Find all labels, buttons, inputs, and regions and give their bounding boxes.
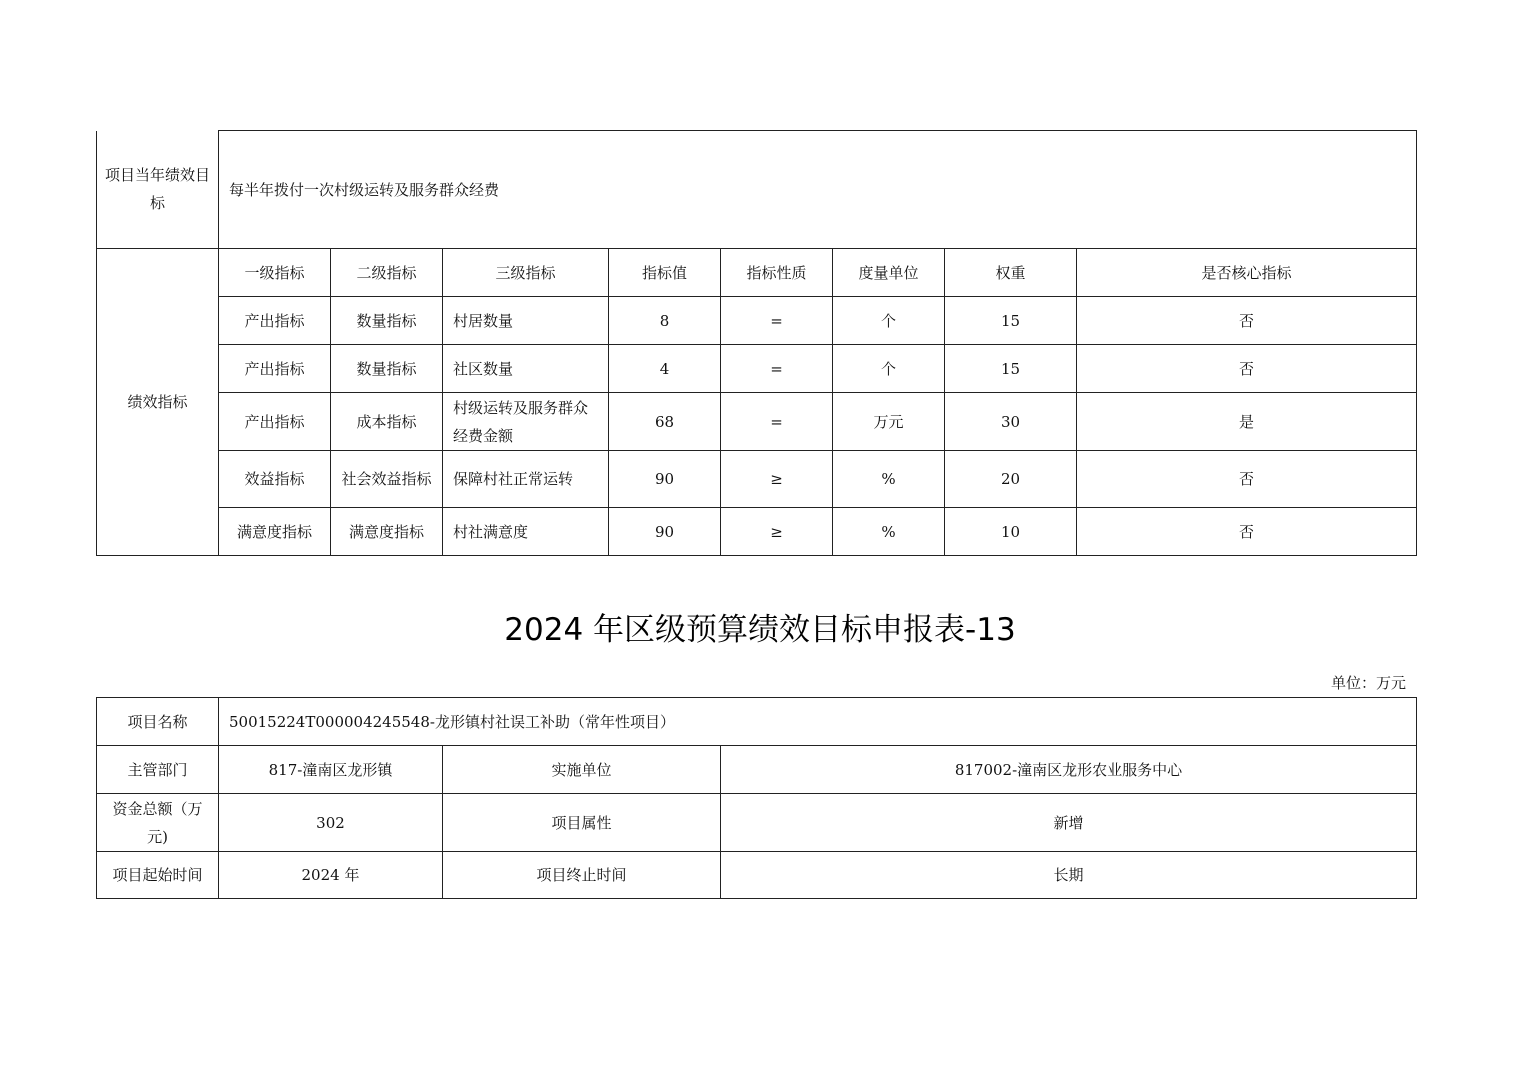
table-row [97,508,1417,556]
cell: 村居数量 [443,297,609,345]
header-cell: 二级指标 [331,249,443,297]
impl-label: 实施单位 [443,746,721,794]
cell: 个 [833,297,945,345]
cell: 保障村社正常运转 [443,451,609,508]
attr-value: 新增 [721,794,1417,852]
start-label: 项目起始时间 [97,852,219,899]
cell: 15 [945,345,1077,393]
cell: 是 [1077,393,1417,451]
header-cell: 是否核心指标 [1077,249,1417,297]
cell: 20 [945,451,1077,508]
cell: 成本指标 [331,393,443,451]
report-title: 2024 年区级预算绩效目标申报表-13 [504,612,1016,648]
cell: 30 [945,393,1077,451]
cell: = [721,297,833,345]
end-value: 长期 [721,852,1417,899]
cell: 数量指标 [331,297,443,345]
project-info-table [96,697,1417,899]
cell: 村社满意度 [443,508,609,556]
cell: 个 [833,345,945,393]
fund-label: 资金总额（万元) [97,794,219,852]
cell: 90 [609,451,721,508]
start-value: 2024 年 [219,852,443,899]
header-cell: 指标值 [609,249,721,297]
cell: 满意度指标 [331,508,443,556]
cell: = [721,345,833,393]
project-name-label: 项目名称 [97,698,219,746]
header-cell: 指标性质 [721,249,833,297]
cell: % [833,508,945,556]
cell: 否 [1077,451,1417,508]
cell: 社会效益指标 [331,451,443,508]
cell: 社区数量 [443,345,609,393]
cell: 产出指标 [219,345,331,393]
header-cell: 一级指标 [219,249,331,297]
performance-indicator-table [96,130,1417,556]
cell: 10 [945,508,1077,556]
unit-label: 单位：万元 [1330,674,1406,692]
cell: 4 [609,345,721,393]
impl-value: 817002-潼南区龙形农业服务中心 [721,746,1417,794]
cell: 90 [609,508,721,556]
dept-value: 817-潼南区龙形镇 [219,746,443,794]
cell: 村级运转及服务群众经费金额 [443,393,609,451]
cell: 否 [1077,297,1417,345]
cell: 万元 [833,393,945,451]
project-name-value: 50015224T000004245548-龙形镇村社误工补助（常年性项目） [219,698,1417,746]
table-row [97,451,1417,508]
goal-label: 项目当年绩效目标 [97,131,219,249]
header-cell: 三级指标 [443,249,609,297]
header-cell: 权重 [945,249,1077,297]
indicators-label: 绩效指标 [97,249,219,556]
table-row [97,393,1417,451]
end-label: 项目终止时间 [443,852,721,899]
dept-label: 主管部门 [97,746,219,794]
cell: 数量指标 [331,345,443,393]
cell: ≥ [721,451,833,508]
goal-text: 每半年拨付一次村级运转及服务群众经费 [219,131,1417,249]
cell: 否 [1077,345,1417,393]
table-row [97,345,1417,393]
cell: 产出指标 [219,297,331,345]
attr-label: 项目属性 [443,794,721,852]
cell: 8 [609,297,721,345]
table-row [97,297,1417,345]
cell: ≥ [721,508,833,556]
cell: 68 [609,393,721,451]
fund-value: 302 [219,794,443,852]
cell: 效益指标 [219,451,331,508]
cell: 否 [1077,508,1417,556]
cell: = [721,393,833,451]
cell: 15 [945,297,1077,345]
cell: % [833,451,945,508]
cell: 产出指标 [219,393,331,451]
header-cell: 度量单位 [833,249,945,297]
cell: 满意度指标 [219,508,331,556]
